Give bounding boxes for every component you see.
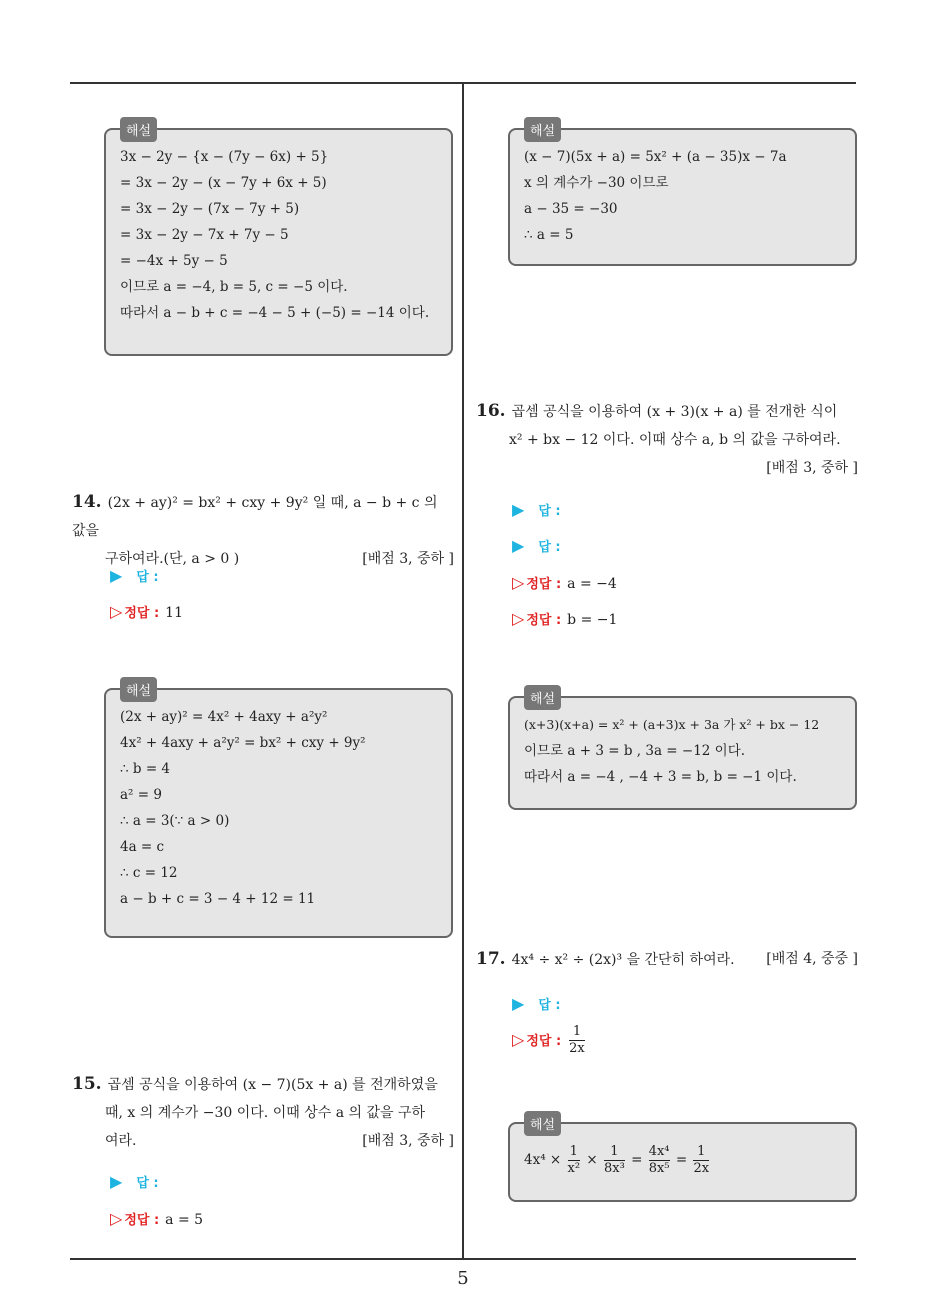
- expression-term: 4x⁴ ×: [524, 1152, 562, 1168]
- fraction-numerator: 1: [572, 1024, 582, 1039]
- answer-label: 답 :: [538, 504, 561, 519]
- answer-row: [512, 536, 561, 555]
- fraction: [649, 1144, 670, 1177]
- solution-line: 이므로 a + 3 = b , 3a = −12 이다.: [524, 743, 746, 759]
- bottom-rule: [70, 1258, 856, 1260]
- question-text: 여라.: [105, 1133, 137, 1149]
- solution-tag: 해설: [120, 677, 157, 702]
- answer-label: 답 :: [136, 570, 159, 585]
- operator: ×: [586, 1152, 598, 1168]
- question-text: 때, x 의 계수가 −30 이다. 이때 상수 a 의 값을 구하: [105, 1105, 426, 1121]
- play-triangle-icon: ▶: [512, 536, 525, 555]
- difficulty-label: [배점 3, 중하 ]: [766, 460, 858, 476]
- fraction-numerator: 1: [610, 1144, 619, 1159]
- correct-value: b = −1: [567, 612, 618, 628]
- solution-line: 4x² + 4axy + a²y² = bx² + cxy + 9y²: [120, 735, 366, 751]
- solution-tag: 해설: [524, 117, 561, 142]
- fraction: [693, 1144, 709, 1177]
- question-text: 4x⁴ ÷ x² ÷ (2x)³ 을 간단히 하여라.: [511, 952, 735, 968]
- solution-line: (2x + ay)² = 4x² + 4axy + a²y²: [120, 709, 328, 725]
- operator: =: [631, 1152, 643, 1168]
- fraction-denominator: 2x: [569, 1041, 585, 1056]
- solution-line: (x+3)(x+a) = x² + (a+3)x + 3a 가 x² + bx − 12: [524, 717, 820, 732]
- correct-value: a = 5: [165, 1212, 204, 1228]
- question-number: 15.: [72, 1074, 102, 1094]
- correct-answer-row: [512, 609, 617, 628]
- question-text: 구하여라.(단, a > 0 ): [105, 551, 240, 567]
- play-triangle-icon: ▶: [512, 500, 525, 519]
- answer-label: 답 :: [538, 998, 561, 1013]
- outline-triangle-icon: ▷: [512, 609, 525, 628]
- fraction-numerator: 4x⁴: [648, 1144, 670, 1159]
- page-number: 5: [457, 1268, 469, 1289]
- question-15: [72, 1070, 454, 1155]
- solution-line: = −4x + 5y − 5: [120, 253, 228, 269]
- solution-line: (x − 7)(5x + a) = 5x² + (a − 35)x − 7a: [524, 149, 787, 165]
- correct-answer-row: [110, 1209, 203, 1228]
- difficulty-label: [배점 3, 중하 ]: [362, 1133, 454, 1149]
- answer-label: 답 :: [136, 1176, 159, 1191]
- correct-label: 정답 :: [526, 1033, 562, 1049]
- solution-line: a² = 9: [120, 787, 162, 803]
- question-text: 곱셈 공식을 이용하여 (x − 7)(5x + a) 를 전개하였을: [107, 1077, 438, 1093]
- solution-line: ∴ b = 4: [120, 761, 171, 777]
- outline-triangle-icon: ▷: [512, 1029, 525, 1049]
- question-14: [72, 488, 454, 573]
- answer-row: [512, 500, 561, 519]
- outline-triangle-icon: ▷: [110, 602, 123, 621]
- correct-label: 정답 :: [124, 1213, 160, 1228]
- solution-line: = 3x − 2y − (7x − 7y + 5): [120, 201, 300, 217]
- fraction-denominator: 2x: [693, 1161, 710, 1176]
- solution-line: 따라서 a − b + c = −4 − 5 + (−5) = −14 이다.: [120, 305, 430, 321]
- solution-line: 3x − 2y − {x − (7y − 6x) + 5}: [120, 149, 329, 165]
- play-triangle-icon: ▶: [110, 1172, 123, 1191]
- question-16: [476, 397, 858, 482]
- play-triangle-icon: ▶: [512, 994, 525, 1013]
- answer-row: [110, 1172, 159, 1191]
- solution-line: = 3x − 2y − 7x + 7y − 5: [120, 227, 289, 243]
- question-text: x² + bx − 12 이다. 이때 상수 a, b 의 값을 구하여라.: [509, 432, 841, 448]
- column-divider: [462, 84, 464, 1260]
- solution-box-14: [104, 684, 453, 938]
- question-text: 곱셈 공식을 이용하여 (x + 3)(x + a) 를 전개한 식이: [511, 404, 838, 420]
- correct-label: 정답 :: [124, 606, 160, 621]
- answer-label: 답 :: [538, 540, 561, 555]
- correct-answer-row: [110, 602, 183, 621]
- fraction-denominator: 8x³: [603, 1161, 625, 1176]
- solution-expression: [524, 1140, 841, 1180]
- outline-triangle-icon: ▷: [110, 1209, 123, 1228]
- correct-answer-row: [512, 573, 617, 592]
- solution-line: a − b + c = 3 − 4 + 12 = 11: [120, 891, 316, 907]
- solution-line: ∴ c = 12: [120, 865, 178, 881]
- solution-line: a − 35 = −30: [524, 201, 618, 217]
- answer-row: [110, 566, 159, 585]
- difficulty-label: [배점 4, 중중 ]: [766, 951, 858, 967]
- solution-tag: 해설: [120, 117, 157, 142]
- correct-value: a = −4: [567, 576, 617, 592]
- solution-box-16: [508, 692, 857, 810]
- solution-line: ∴ a = 3(∵ a > 0): [120, 813, 230, 829]
- solution-box-17: [508, 1118, 857, 1202]
- solution-box-15: [508, 124, 857, 266]
- correct-value: 11: [165, 605, 183, 621]
- fraction: [568, 1144, 581, 1177]
- solution-box-13: [104, 124, 453, 356]
- question-number: 14.: [72, 492, 102, 512]
- question-number: 17.: [476, 949, 506, 969]
- question-17: [476, 945, 858, 974]
- question-number: 16.: [476, 401, 506, 421]
- fraction-numerator: 1: [569, 1144, 578, 1159]
- solution-line: 이므로 a = −4, b = 5, c = −5 이다.: [120, 279, 348, 295]
- fraction: [604, 1144, 625, 1177]
- fraction-numerator: 1: [697, 1144, 706, 1159]
- outline-triangle-icon: ▷: [512, 573, 525, 592]
- correct-answer-row: [512, 1024, 587, 1057]
- solution-line: ∴ a = 5: [524, 227, 574, 243]
- solution-line: = 3x − 2y − (x − 7y + 6x + 5): [120, 175, 327, 191]
- solution-line: 따라서 a = −4 , −4 + 3 = b, b = −1 이다.: [524, 769, 797, 785]
- fraction-denominator: 8x⁵: [648, 1161, 670, 1176]
- question-text: (2x + ay)² = bx² + cxy + 9y² 일 때, a − b + c 의 값을: [72, 495, 438, 539]
- solution-tag: 해설: [524, 685, 561, 710]
- difficulty-label: [배점 3, 중하 ]: [362, 551, 454, 567]
- answer-row: [512, 994, 561, 1013]
- correct-fraction: [569, 1024, 585, 1057]
- correct-label: 정답 :: [526, 577, 562, 592]
- solution-line: x 의 계수가 −30 이므로: [524, 175, 669, 191]
- solution-tag: 해설: [524, 1111, 561, 1136]
- solution-line: 4a = c: [120, 839, 165, 855]
- correct-label: 정답 :: [526, 613, 562, 628]
- play-triangle-icon: ▶: [110, 566, 123, 585]
- fraction-denominator: x²: [567, 1161, 581, 1176]
- operator: =: [675, 1152, 688, 1168]
